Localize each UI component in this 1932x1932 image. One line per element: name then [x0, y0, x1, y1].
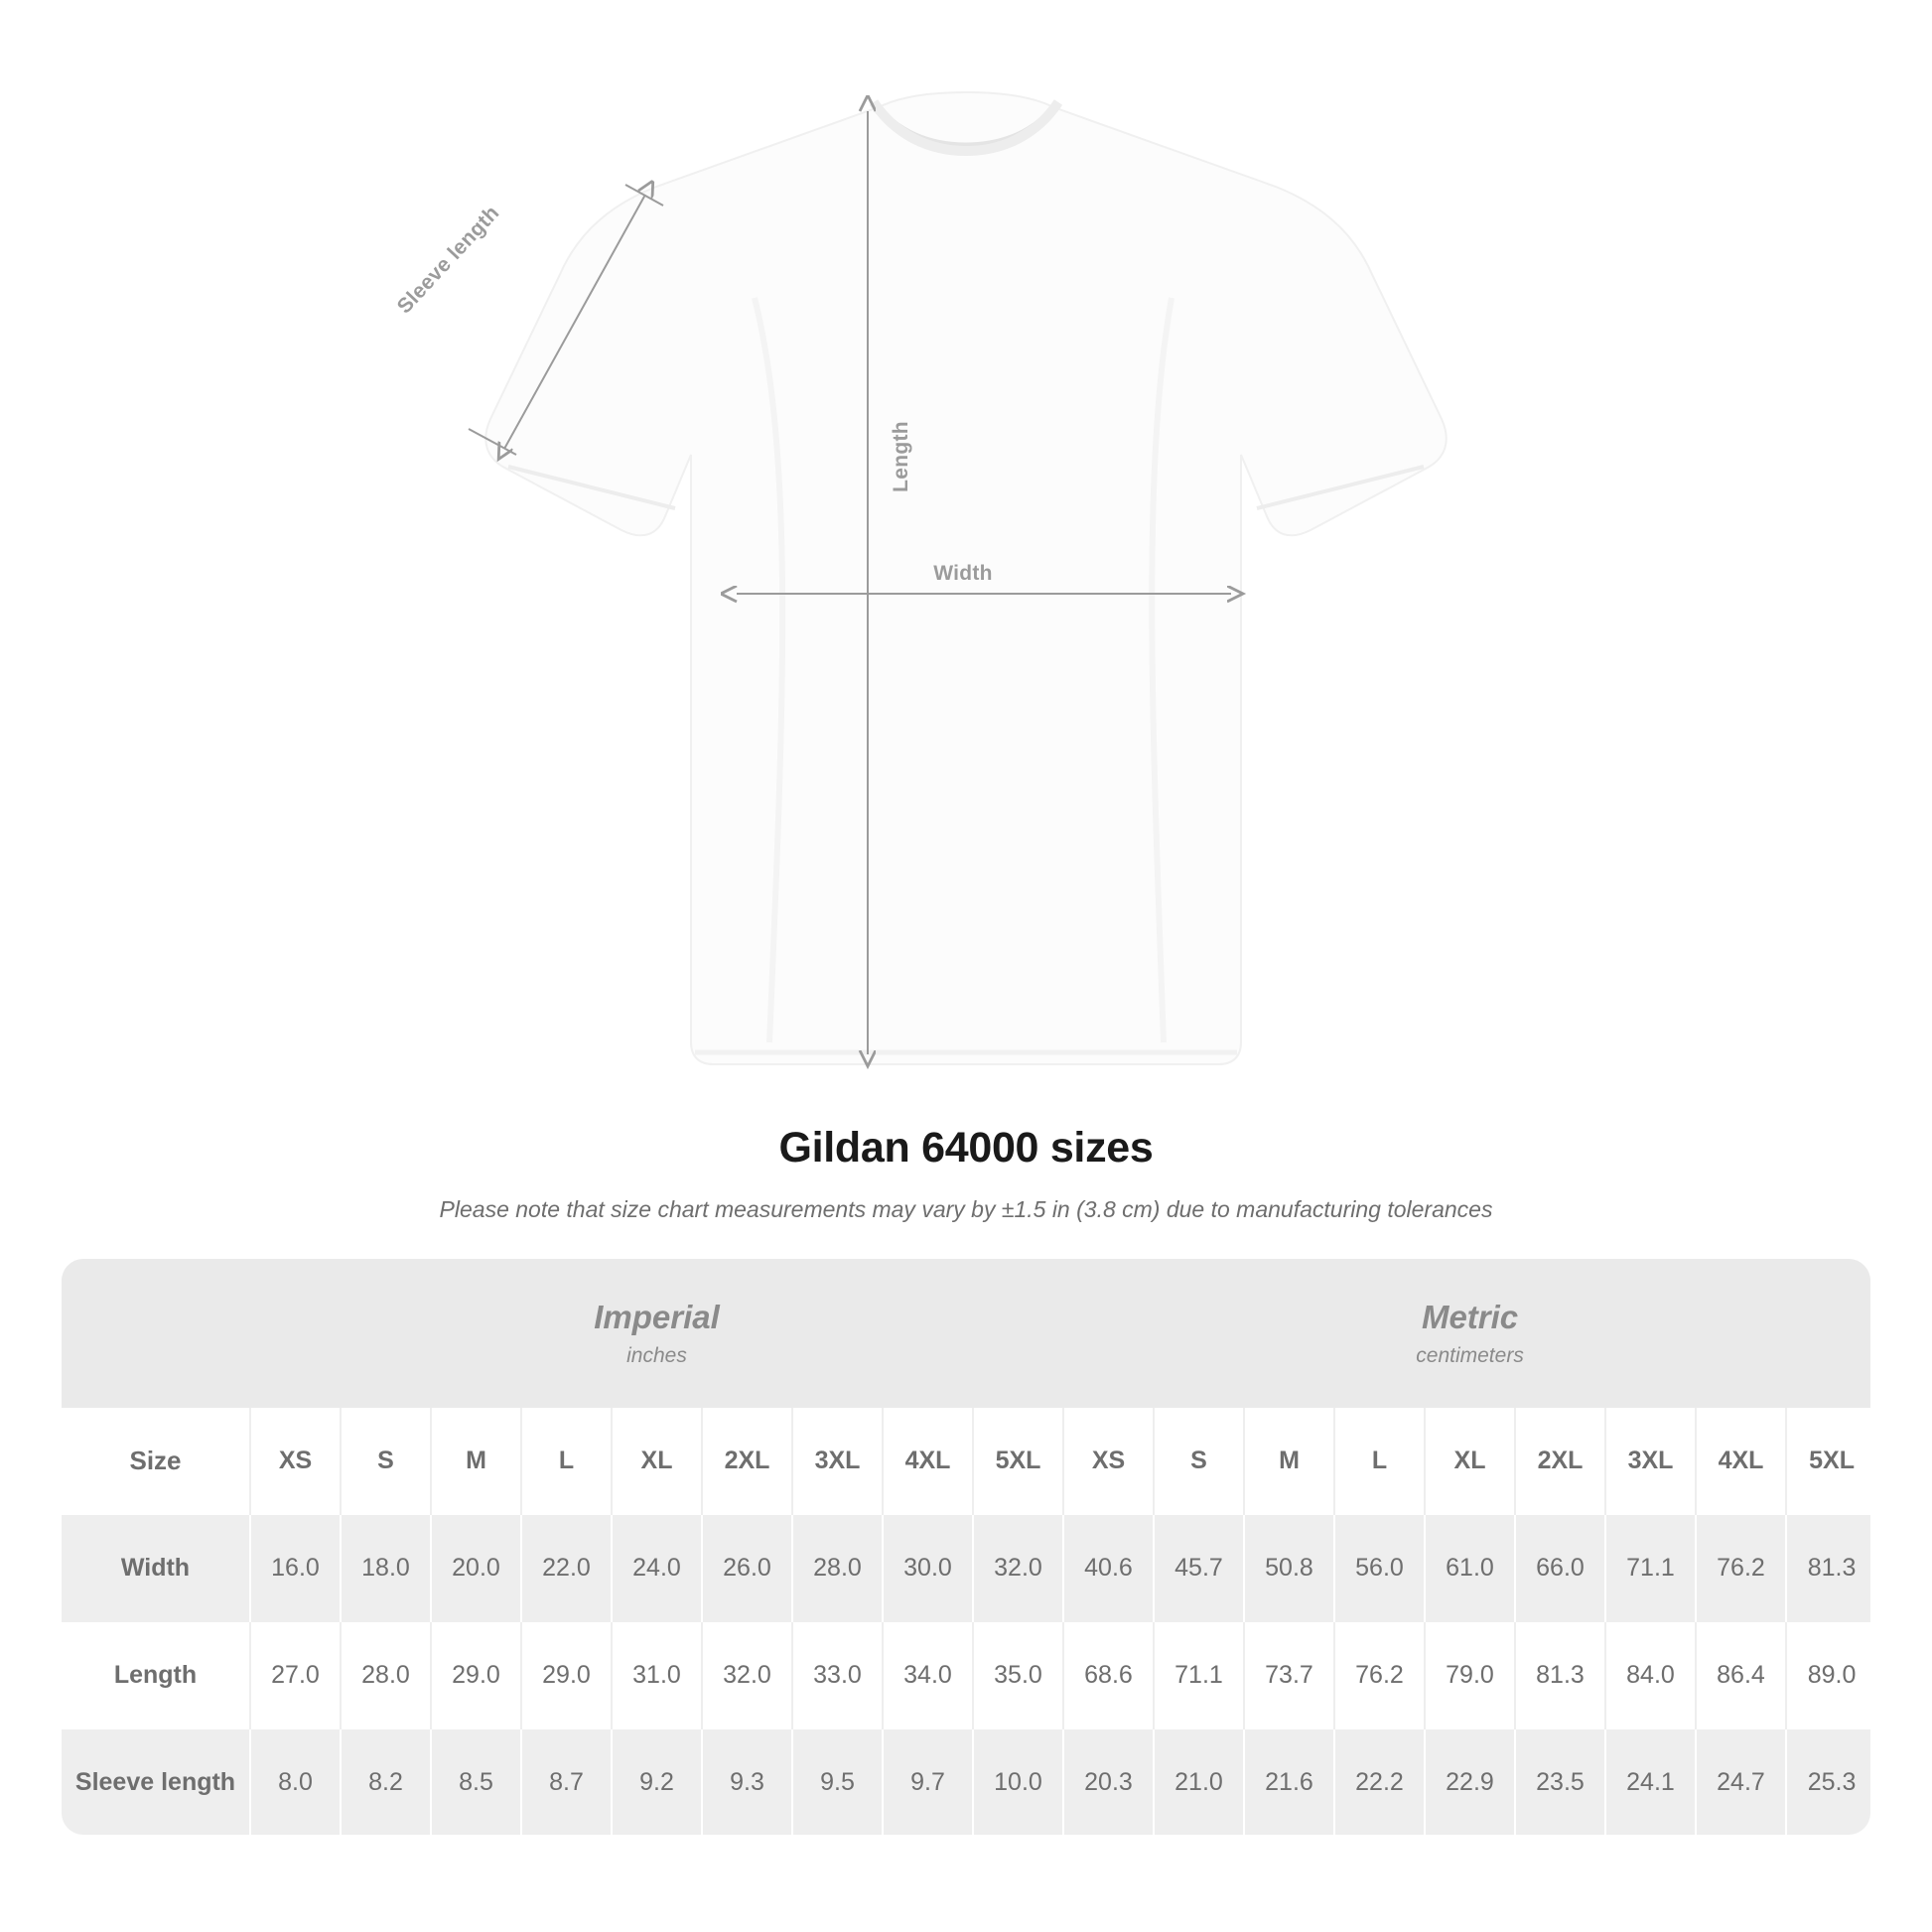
- unit-group-imperial-name: Imperial: [594, 1299, 720, 1335]
- cell-length-imperial-l: 29.0: [521, 1621, 612, 1728]
- cell-length-imperial-m: 29.0: [431, 1621, 521, 1728]
- size-header-imperial-s: S: [341, 1408, 431, 1514]
- cell-width-metric-4xl: 76.2: [1696, 1514, 1786, 1621]
- cell-length-imperial-s: 28.0: [341, 1621, 431, 1728]
- cell-width-imperial-4xl: 30.0: [883, 1514, 973, 1621]
- cell-width-imperial-5xl: 32.0: [973, 1514, 1063, 1621]
- size-header-metric-l: L: [1334, 1408, 1425, 1514]
- size-header-imperial-m: M: [431, 1408, 521, 1514]
- cell-sleeve-imperial-3xl: 9.5: [792, 1728, 883, 1835]
- size-header-metric-m: M: [1244, 1408, 1334, 1514]
- size-table-wrapper: [62, 1259, 1870, 1835]
- size-header-label: Size: [62, 1408, 250, 1514]
- unit-group-metric-name: Metric: [1421, 1299, 1519, 1335]
- size-header-imperial-3xl: 3XL: [792, 1408, 883, 1514]
- cell-sleeve-metric-3xl: 24.1: [1605, 1728, 1696, 1835]
- cell-length-imperial-4xl: 34.0: [883, 1621, 973, 1728]
- unit-header-row: [62, 1259, 1870, 1408]
- row-label-sleeve-length: Sleeve length: [62, 1728, 250, 1835]
- size-header-imperial-2xl: 2XL: [702, 1408, 792, 1514]
- cell-length-metric-3xl: 84.0: [1605, 1621, 1696, 1728]
- cell-sleeve-metric-xs: 20.3: [1063, 1728, 1154, 1835]
- size-header-metric-s: S: [1154, 1408, 1244, 1514]
- cell-length-metric-xl: 79.0: [1425, 1621, 1515, 1728]
- cell-sleeve-metric-m: 21.6: [1244, 1728, 1334, 1835]
- cell-length-metric-m: 73.7: [1244, 1621, 1334, 1728]
- width-label: Width: [933, 562, 993, 585]
- size-header-imperial-l: L: [521, 1408, 612, 1514]
- row-label-length: Length: [62, 1621, 250, 1728]
- cell-width-imperial-2xl: 26.0: [702, 1514, 792, 1621]
- cell-width-imperial-s: 18.0: [341, 1514, 431, 1621]
- size-table: [62, 1259, 1870, 1835]
- cell-sleeve-metric-s: 21.0: [1154, 1728, 1244, 1835]
- size-header-metric-2xl: 2XL: [1515, 1408, 1605, 1514]
- unit-group-imperial-sub: inches: [626, 1344, 687, 1367]
- cell-length-metric-xs: 68.6: [1063, 1621, 1154, 1728]
- cell-length-imperial-2xl: 32.0: [702, 1621, 792, 1728]
- cell-width-metric-m: 50.8: [1244, 1514, 1334, 1621]
- cell-width-metric-l: 56.0: [1334, 1514, 1425, 1621]
- size-header-imperial-4xl: 4XL: [883, 1408, 973, 1514]
- size-header-metric-4xl: 4XL: [1696, 1408, 1786, 1514]
- cell-sleeve-metric-xl: 22.9: [1425, 1728, 1515, 1835]
- cell-width-imperial-l: 22.0: [521, 1514, 612, 1621]
- size-header-imperial-xs: XS: [250, 1408, 341, 1514]
- size-header-metric-xl: XL: [1425, 1408, 1515, 1514]
- cell-width-metric-2xl: 66.0: [1515, 1514, 1605, 1621]
- cell-length-metric-2xl: 81.3: [1515, 1621, 1605, 1728]
- cell-length-imperial-xl: 31.0: [612, 1621, 702, 1728]
- cell-width-imperial-m: 20.0: [431, 1514, 521, 1621]
- unit-group-metric: [1063, 1259, 1870, 1408]
- cell-sleeve-imperial-xl: 9.2: [612, 1728, 702, 1835]
- cell-length-metric-l: 76.2: [1334, 1621, 1425, 1728]
- cell-width-imperial-xl: 24.0: [612, 1514, 702, 1621]
- size-header-imperial-5xl: 5XL: [973, 1408, 1063, 1514]
- cell-sleeve-imperial-xs: 8.0: [250, 1728, 341, 1835]
- unit-group-metric-sub: centimeters: [1416, 1344, 1524, 1367]
- cell-sleeve-imperial-2xl: 9.3: [702, 1728, 792, 1835]
- unit-group-imperial: [250, 1259, 1063, 1408]
- table-row-sleeve-length: [62, 1728, 1870, 1835]
- title-block: [0, 1124, 1932, 1223]
- size-header-row: [62, 1408, 1870, 1514]
- row-label-width: Width: [62, 1514, 250, 1621]
- sleeve-length-label: Sleeve length: [392, 201, 504, 319]
- cell-length-imperial-5xl: 35.0: [973, 1621, 1063, 1728]
- cell-length-metric-4xl: 86.4: [1696, 1621, 1786, 1728]
- cell-width-metric-xs: 40.6: [1063, 1514, 1154, 1621]
- size-header-metric-xs: XS: [1063, 1408, 1154, 1514]
- length-label: Length: [890, 421, 912, 492]
- size-header-metric-3xl: 3XL: [1605, 1408, 1696, 1514]
- size-header-metric-5xl: 5XL: [1786, 1408, 1870, 1514]
- cell-width-metric-xl: 61.0: [1425, 1514, 1515, 1621]
- cell-length-imperial-3xl: 33.0: [792, 1621, 883, 1728]
- cell-width-metric-3xl: 71.1: [1605, 1514, 1696, 1621]
- tolerance-note: Please note that size chart measurements may vary by ±1.5 in (3.8 cm) due to manufacturing tolerances: [439, 1196, 1493, 1222]
- cell-sleeve-metric-2xl: 23.5: [1515, 1728, 1605, 1835]
- cell-sleeve-metric-4xl: 24.7: [1696, 1728, 1786, 1835]
- cell-width-metric-s: 45.7: [1154, 1514, 1244, 1621]
- size-header-imperial-xl: XL: [612, 1408, 702, 1514]
- cell-length-imperial-xs: 27.0: [250, 1621, 341, 1728]
- cell-sleeve-imperial-5xl: 10.0: [973, 1728, 1063, 1835]
- cell-sleeve-metric-l: 22.2: [1334, 1728, 1425, 1835]
- table-row-length: [62, 1621, 1870, 1728]
- cell-width-imperial-3xl: 28.0: [792, 1514, 883, 1621]
- cell-length-metric-5xl: 89.0: [1786, 1621, 1870, 1728]
- cell-length-metric-s: 71.1: [1154, 1621, 1244, 1728]
- page-title: Gildan 64000 sizes: [778, 1124, 1154, 1172]
- cell-sleeve-metric-5xl: 25.3: [1786, 1728, 1870, 1835]
- cell-sleeve-imperial-l: 8.7: [521, 1728, 612, 1835]
- cell-width-imperial-xs: 16.0: [250, 1514, 341, 1621]
- cell-width-metric-5xl: 81.3: [1786, 1514, 1870, 1621]
- unit-corner-cell: [62, 1259, 250, 1408]
- cell-sleeve-imperial-m: 8.5: [431, 1728, 521, 1835]
- cell-sleeve-imperial-s: 8.2: [341, 1728, 431, 1835]
- cell-sleeve-imperial-4xl: 9.7: [883, 1728, 973, 1835]
- table-row-width: [62, 1514, 1870, 1621]
